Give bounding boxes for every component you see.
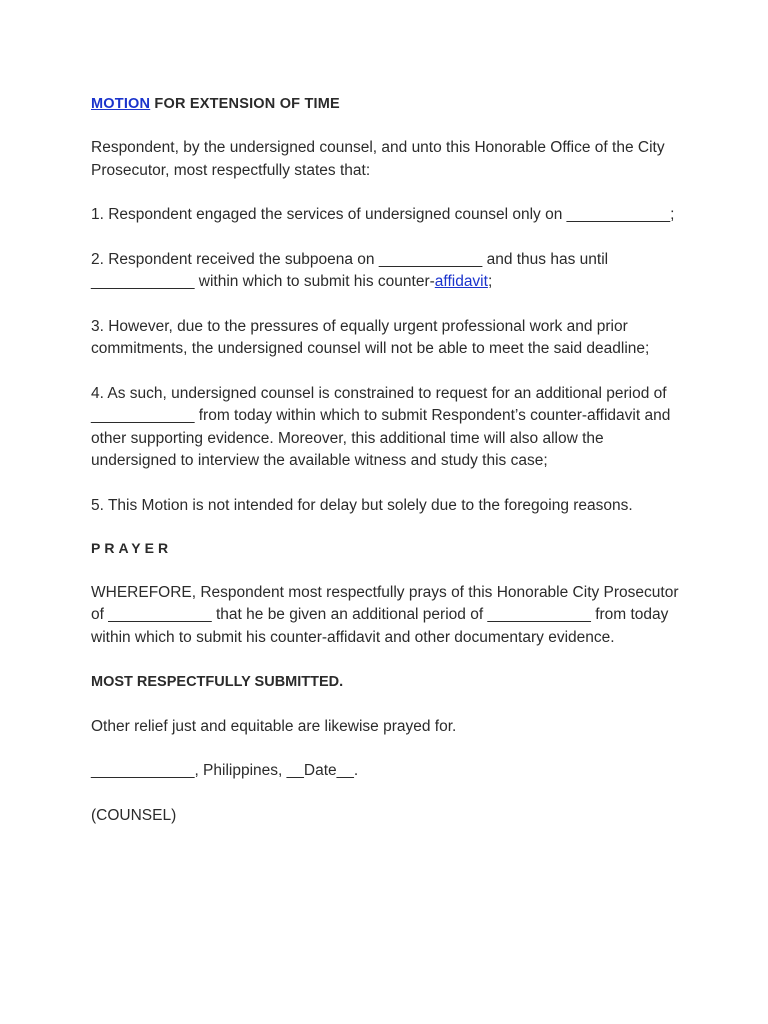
title-rest: FOR EXTENSION OF TIME (150, 96, 340, 112)
item-4-paragraph: 4. As such, undersigned counsel is constrained to request for an additional period of ____________ from today within which to submit Respondent’s counter-affidavit and other supporting evidence. Moreover, this additional time will also allow the undersigned to interview the available witness and study this case; (91, 384, 671, 469)
item-5-paragraph: 5. This Motion is not intended for delay but solely due to the foregoing reasons. (91, 496, 633, 514)
document-page (91, 93, 691, 849)
item-2-end: ; (487, 273, 493, 290)
item-3-paragraph: 3. However, due to the pressures of equally urgent professional work and prior commitments, the undersigned counsel will not be able to meet the said deadline; (91, 317, 650, 357)
counsel-signature: (COUNSEL) (91, 806, 177, 824)
prayer-paragraph: WHEREFORE, Respondent most respectfully prays of this Honorable City Prosecutor of ____________ that he be given an additional period of ____________ from today within which to submit his counter-affidavit and other documentary evidence. (91, 583, 679, 646)
prayer-heading: PRAYER (91, 540, 173, 556)
motion-link[interactable]: MOTION (91, 96, 151, 112)
item-1-paragraph: 1. Respondent engaged the services of undersigned counsel only on ____________; (91, 206, 675, 223)
intro-paragraph: Respondent, by the undersigned counsel, and unto this Honorable Office of the City Prosecutor, most respectfully states that: (91, 139, 665, 179)
item-2-text: 2. Respondent received the subpoena on ____________ and thus has until ____________ within which to submit his counter- (91, 250, 609, 290)
other-relief-paragraph: Other relief just and equitable are likewise prayed for. (91, 717, 457, 735)
document-title (91, 93, 691, 115)
item-2-paragraph (91, 249, 691, 294)
affidavit-link[interactable]: affidavit (434, 273, 488, 290)
submitted-heading: MOST RESPECTFULLY SUBMITTED. (91, 674, 344, 690)
place-date-line: ____________, Philippines, __Date__. (91, 762, 359, 779)
